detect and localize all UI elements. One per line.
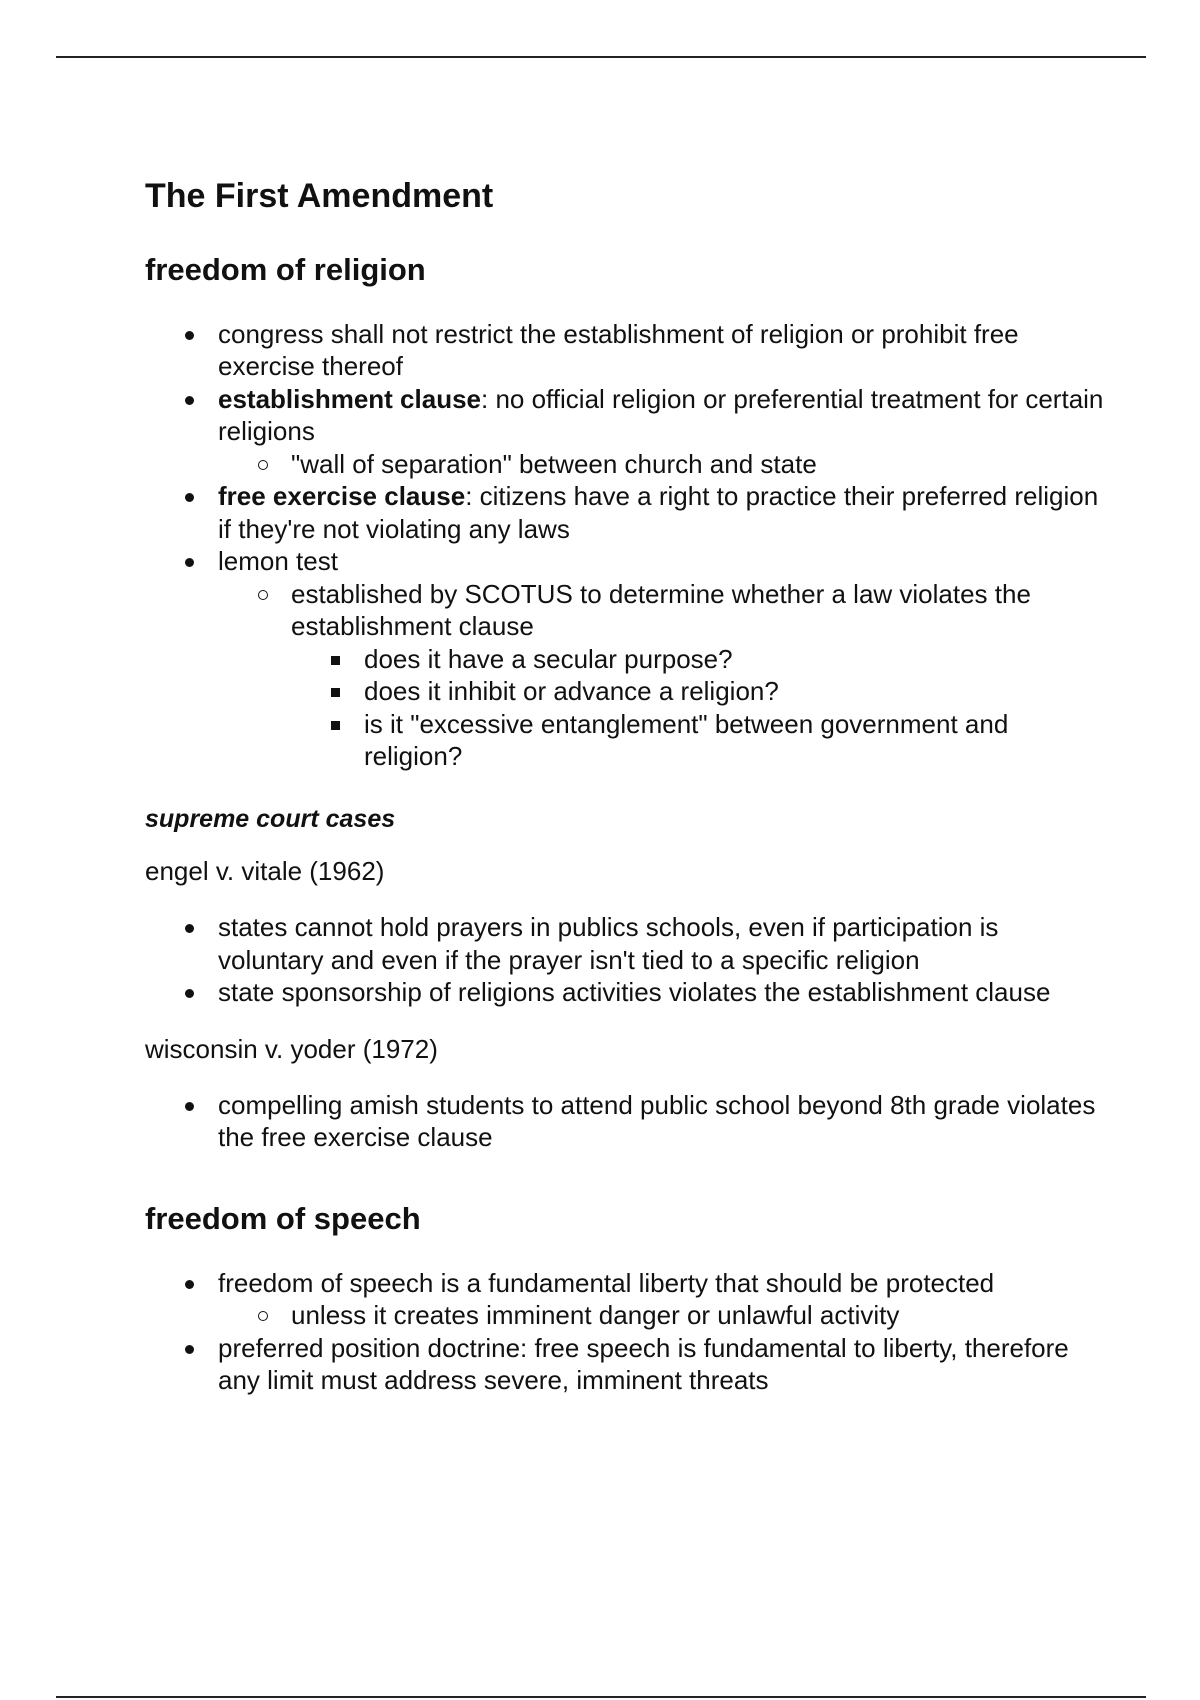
bullet-text: state sponsorship of religions activities violates the establishment clause [218,977,1051,1008]
case-title-engel: engel v. vitale (1962) [145,856,385,887]
bullet-text: "wall of separation" between church and state [291,448,817,479]
engel-bullet-list [145,911,1105,1009]
subsection-heading-cases: supreme court cases [145,804,396,833]
list-item [145,1332,1105,1397]
list-item [145,976,1105,1009]
document-body [145,176,1105,1421]
bullet-text: preferred position doctrine: free speech is fundamental to liberty, therefore any limit must address severe, imminent threats [218,1332,1069,1396]
bullet-text: states cannot hold prayers in publics schools, even if participation is voluntary and even if the prayer isn't tied to a specific religion [218,912,999,975]
list-item [291,675,1105,708]
yoder-bullet-list [145,1089,1105,1154]
bullet-text: does it have a secular purpose? [364,643,733,674]
list-item [218,448,1105,481]
list-item [218,578,1105,773]
bullet-text: congress shall not restrict the establishment of religion or prohibit free exercise thereof [218,318,1019,382]
spacer [145,1178,1105,1200]
bullet-text: lemon test [218,546,338,577]
bullet-text: : no official religion or preferential treatment for certain religions [218,383,1104,447]
sub-list [218,578,1105,773]
bullet-text: compelling amish students to attend public school beyond 8th grade violates the free exercise clause [218,1089,1096,1153]
document-title: The First Amendment [145,177,494,215]
list-item [145,383,1105,481]
religion-bullet-list [145,318,1105,773]
list-item [291,708,1105,773]
bullet-text: does it inhibit or advance a religion? [364,676,779,707]
list-item [291,643,1105,676]
sub-sub-list [291,643,1105,773]
top-rule [56,56,1146,58]
section-heading-religion: freedom of religion [145,251,426,287]
list-item [145,545,1105,773]
list-item [145,480,1105,545]
bullet-text: unless it creates imminent danger or unlawful activity [291,1300,900,1331]
list-item [145,318,1105,383]
sub-list [218,1299,1105,1332]
list-item [145,1267,1105,1332]
speech-bullet-list [145,1267,1105,1397]
term-free-exercise-clause: free exercise clause [218,481,466,512]
term-establishment-clause: establishment clause [218,383,481,414]
bullet-text: freedom of speech is a fundamental liberty that should be protected [218,1267,995,1298]
list-item [145,1089,1105,1154]
bullet-text: established by SCOTUS to determine whether a law violates the establishment clause [291,578,1031,642]
case-title-yoder: wisconsin v. yoder (1972) [145,1033,438,1064]
bottom-rule [56,1696,1146,1698]
sub-list [218,448,1105,481]
bullet-text: : citizens have a right to practice their preferred religion if they're not violating any laws [218,481,1099,544]
list-item [145,911,1105,976]
list-item [218,1299,1105,1332]
section-heading-speech: freedom of speech [145,1200,421,1236]
bullet-text: is it "excessive entanglement" between government and religion? [364,708,1009,772]
